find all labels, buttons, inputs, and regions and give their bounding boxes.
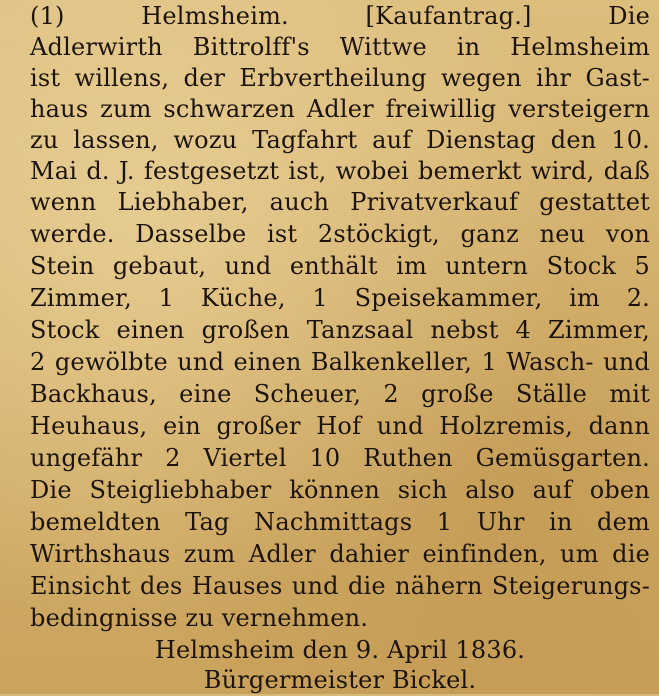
notice-line: 2 gewölbte und einen Balkenkeller, 1 Wasch- und (30, 348, 650, 376)
notice-line: Stein gebaut, und enthält im untern Stock 5 (30, 252, 650, 280)
notice-line: zu lassen, wozu Tagfahrt auf Dienstag den 10. (30, 126, 650, 154)
notice-line: wenn Liebhaber, auch Privatverkauf gestattet (30, 188, 650, 216)
notice-line: Mai d. J. festgesetzt ist, wobei bemerkt wird, daß (30, 157, 650, 185)
notice-line: (1) Helmsheim. [Kaufantrag.] Die (30, 2, 650, 30)
notice-line: ungefähr 2 Viertel 10 Ruthen Gemüsgarten. (30, 444, 650, 472)
notice-line: haus zum schwarzen Adler freiwillig versteigern (30, 95, 650, 123)
notice-line: Backhaus, eine Scheuer, 2 große Ställe mit (30, 380, 650, 408)
notice-line: Zimmer, 1 Küche, 1 Speisekammer, im 2. (30, 284, 650, 312)
notice-line: Die Steigliebhaber können sich also auf oben (30, 476, 650, 504)
notice-line: bedingnisse zu vernehmen. (30, 604, 369, 632)
notice-line: ist willens, der Erbvertheilung wegen ihr Gast- (30, 64, 650, 92)
signature-line: Bürgermeister Bickel. (203, 666, 477, 694)
notice-line: Adlerwirth Bittrolff's Wittwe in Helmsheim (30, 33, 650, 61)
notice-line: Einsicht des Hauses und die nähern Steigerungs- (30, 572, 650, 600)
notice-line: werde. Dasselbe ist 2stöckigt, ganz neu von (30, 220, 650, 248)
place-date-line: Helmsheim den 9. April 1836. (154, 636, 526, 664)
notice-line: bemeldten Tag Nachmittags 1 Uhr in dem (30, 508, 650, 536)
notice-line: Heuhaus, ein großer Hof und Holzremis, dann (30, 412, 650, 440)
notice-line: Wirthshaus zum Adler dahier einfinden, um die (30, 540, 650, 568)
notice-line: Stock einen großen Tanzsaal nebst 4 Zimmer, (30, 316, 650, 344)
